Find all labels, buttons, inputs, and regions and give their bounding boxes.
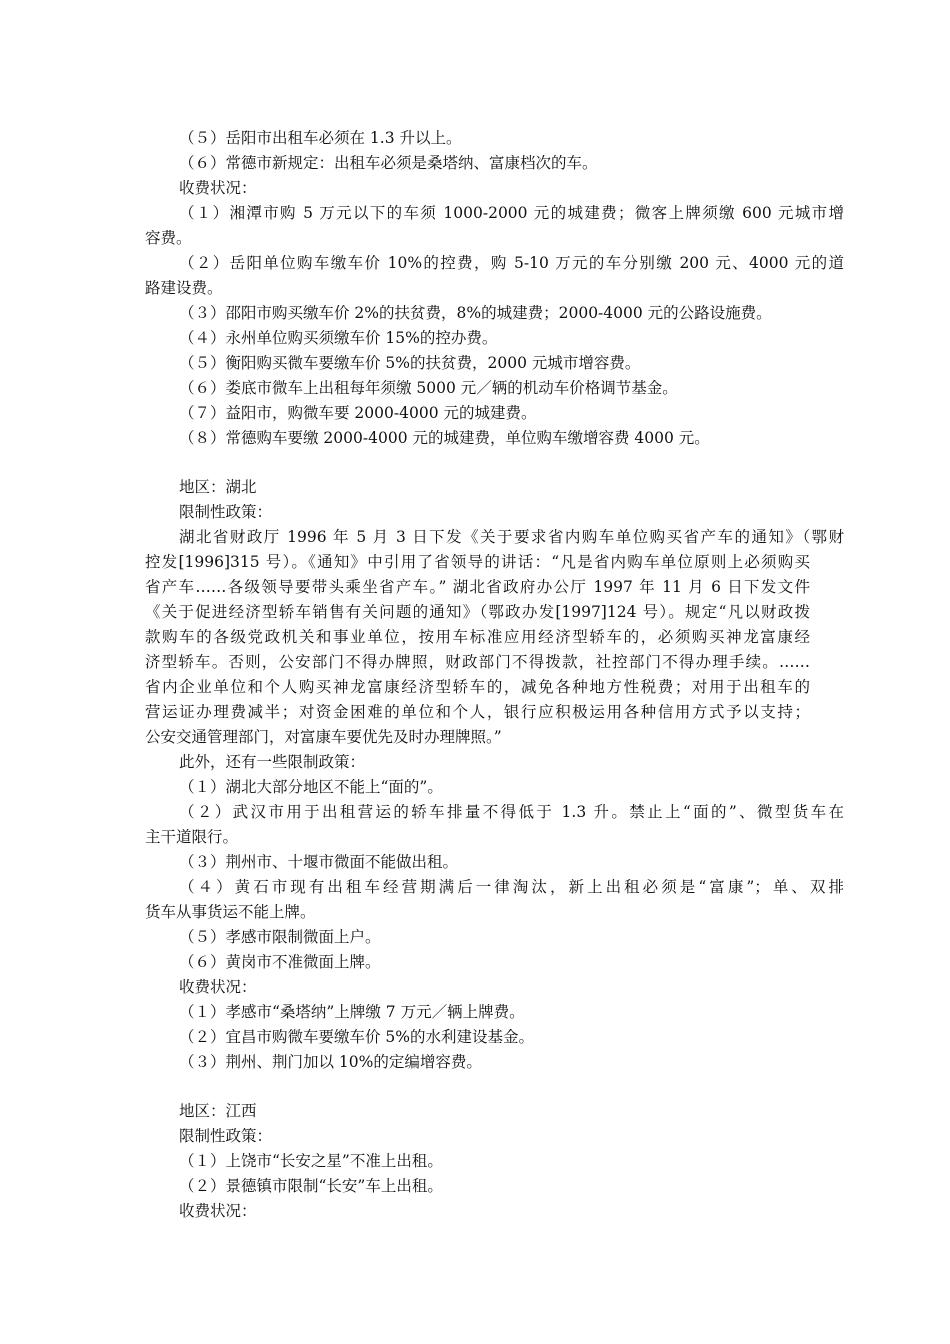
paragraph-line: 营运证办理费减半；对资金困难的单位和个人，银行应积极运用各种信用方式予以支持；: [145, 703, 810, 721]
restriction-item: （４）黄石市现有出租车经营期满后一律淘汰，新上出租必须是“富康”；单、双排: [179, 878, 844, 896]
fee-item: （４）永州单位购买须缴车价 15%的控办费。: [179, 329, 498, 347]
policy-heading: 限制性政策：: [179, 503, 273, 521]
fee-item: （２）岳阳单位购车缴车价 10%的控费，购 5-10 万元的车分别缴 200 元、4000 元的道: [179, 254, 844, 272]
fee-item: （２）宜昌市购微车要缴车价 5%的水利建设基金。: [179, 1028, 535, 1046]
restriction-item: （１）湖北大部分地区不能上“面的”。: [179, 778, 443, 796]
paragraph-line: 省内企业单位和个人购买神龙富康经济型轿车的，减免各种地方性税费；对用于出租车的: [145, 678, 810, 696]
fee-item-continuation: 路建设费。: [145, 279, 223, 297]
fee-heading: 收费状况：: [179, 1202, 257, 1220]
paragraph-line: 控发[1996]315 号）。《通知》中引用了省领导的讲话：“凡是省内购车单位原则上必须购买: [145, 553, 810, 571]
restriction-item: （１）上饶市“长安之星”不准上出租。: [179, 1152, 443, 1170]
restriction-item: （６）常德市新规定：出租车必须是桑塔纳、富康档次的车。: [179, 154, 598, 172]
paragraph-line: 公安交通管理部门，对富康车要优先及时办理牌照。”: [145, 728, 502, 746]
region-heading: 地区：江西: [179, 1102, 257, 1120]
restriction-item: （５）岳阳市出租车必须在 1.3 升以上。: [179, 129, 462, 147]
also-heading: 此外，还有一些限制政策：: [179, 753, 366, 771]
region-heading: 地区：湖北: [179, 478, 257, 496]
paragraph-line: 《关于促进经济型轿车销售有关问题的通知》（鄂政办发[1997]124 号）。规定“凡以财政拨: [145, 603, 810, 621]
fee-item: （１）湘潭市购 5 万元以下的车须 1000-2000 元的城建费；微客上牌须缴 600 元城市增: [179, 204, 844, 222]
fee-item: （３）邵阳市购买缴车价 2%的扶贫费，8%的城建费；2000-4000 元的公路设施费。: [179, 304, 772, 322]
fee-item: （７）益阳市，购微车要 2000-4000 元的城建费。: [179, 404, 537, 422]
paragraph-line: 款购车的各级党政机关和事业单位，按用车标准应用经济型轿车的，必须购买神龙富康经: [145, 628, 810, 646]
paragraph-line: 湖北省财政厅 1996 年 5 月 3 日下发《关于要求省内购车单位购买省产车的通知》（鄂财: [179, 528, 844, 546]
restriction-item: （３）荆州市、十堰市微面不能做出租。: [179, 853, 459, 871]
fee-item-continuation: 容费。: [145, 229, 192, 247]
restriction-item: （５）孝感市限制微面上户。: [179, 928, 381, 946]
fee-heading: 收费状况：: [179, 179, 257, 197]
restriction-item: （２）景德镇市限制“长安”车上出租。: [179, 1177, 443, 1195]
fee-item: （５）衡阳购买微车要缴车价 5%的扶贫费，2000 元城市增容费。: [179, 354, 641, 372]
restriction-item: （６）黄岗市不准微面上牌。: [179, 953, 381, 971]
restriction-item-continuation: 货车从事货运不能上牌。: [145, 903, 316, 921]
paragraph-line: 济型轿车。否则，公安部门不得办牌照，财政部门不得拨款，社控部门不得办理手续。……: [145, 653, 810, 671]
restriction-item-continuation: 主干道限行。: [145, 828, 239, 846]
fee-item: （８）常德购车要缴 2000-4000 元的城建费，单位购车缴增容费 4000 元。: [179, 429, 710, 447]
policy-heading: 限制性政策：: [179, 1127, 273, 1145]
fee-item: （３）荆州、荆门加以 10%的定编增容费。: [179, 1053, 482, 1071]
restriction-item: （２）武汉市用于出租营运的轿车排量不得低于 1.3 升。禁止上“面的”、微型货车在: [179, 803, 844, 821]
fee-item: （６）娄底市微车上出租每年须缴 5000 元／辆的机动车价格调节基金。: [179, 379, 678, 397]
fee-heading: 收费状况：: [179, 978, 257, 996]
paragraph-line: 省产车……各级领导要带头乘坐省产车。” 湖北省政府办公厅 1997 年 11 月 6 日下发文件: [145, 578, 810, 596]
fee-item: （１）孝感市“桑塔纳”上牌缴 7 万元／辆上牌费。: [179, 1003, 525, 1021]
